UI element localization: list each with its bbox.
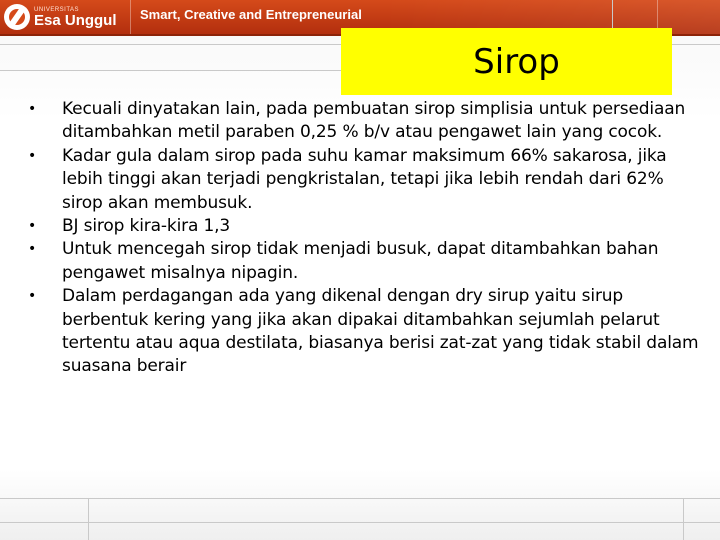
bullet-text: Kecuali dinyatakan lain, pada pembuatan sirop simplisia untuk persediaan ditambahkan metil paraben 0,25 % b/v atau pengawet lain yang cocok. [62, 99, 686, 143]
bullet-list [28, 98, 700, 379]
bullet-text: Dalam perdagangan ada yang dikenal dengan dry sirup yaitu sirup berbentuk kering yang jika akan dipakai ditambahkan sejumlah pelarut tertentu atau aqua destilata, biasanya berisi zat-zat yang tidak stabil dalam suasana berair [62, 286, 699, 377]
logo-small-text: UNIVERSITAS [34, 6, 80, 13]
header-divider [130, 0, 131, 34]
bullet-icon: • [28, 288, 37, 305]
bullet-item [28, 215, 700, 238]
bullet-text: Kadar gula dalam sirop pada suhu kamar maksimum 66% sakarosa, jika lebih tinggi akan terjadi pengkristalan, tetapi jika lebih rendah dari 62% sirop akan membusuk. [62, 145, 667, 213]
bullet-item [28, 145, 700, 215]
bullet-icon: • [28, 241, 37, 258]
logo-text [34, 7, 117, 28]
slide-title: Sirop [473, 41, 560, 82]
frame-line [0, 498, 720, 499]
bullet-item [28, 98, 700, 145]
title-box [341, 28, 672, 95]
bullet-icon: • [28, 101, 37, 117]
frame-line [0, 522, 720, 523]
logo-name: Esa Unggul [34, 11, 117, 29]
logo-emblem-icon [4, 4, 30, 30]
bullet-icon: • [28, 218, 37, 235]
bullet-item [28, 238, 700, 285]
frame-line [0, 70, 341, 71]
bullet-text: BJ sirop kira-kira 1,3 [62, 216, 231, 237]
content-area [28, 98, 700, 379]
university-logo [4, 2, 117, 32]
frame-line [88, 498, 89, 540]
bullet-item [28, 285, 700, 379]
bullet-text: Untuk mencegah sirop tidak menjadi busuk, dapat ditambahkan bahan pengawet misalnya nipagin. [62, 239, 659, 283]
frame-line [683, 498, 684, 540]
tagline: Smart, Creative and Entrepreneurial [140, 7, 362, 22]
frame-line [612, 0, 613, 28]
bullet-icon: • [28, 147, 37, 164]
